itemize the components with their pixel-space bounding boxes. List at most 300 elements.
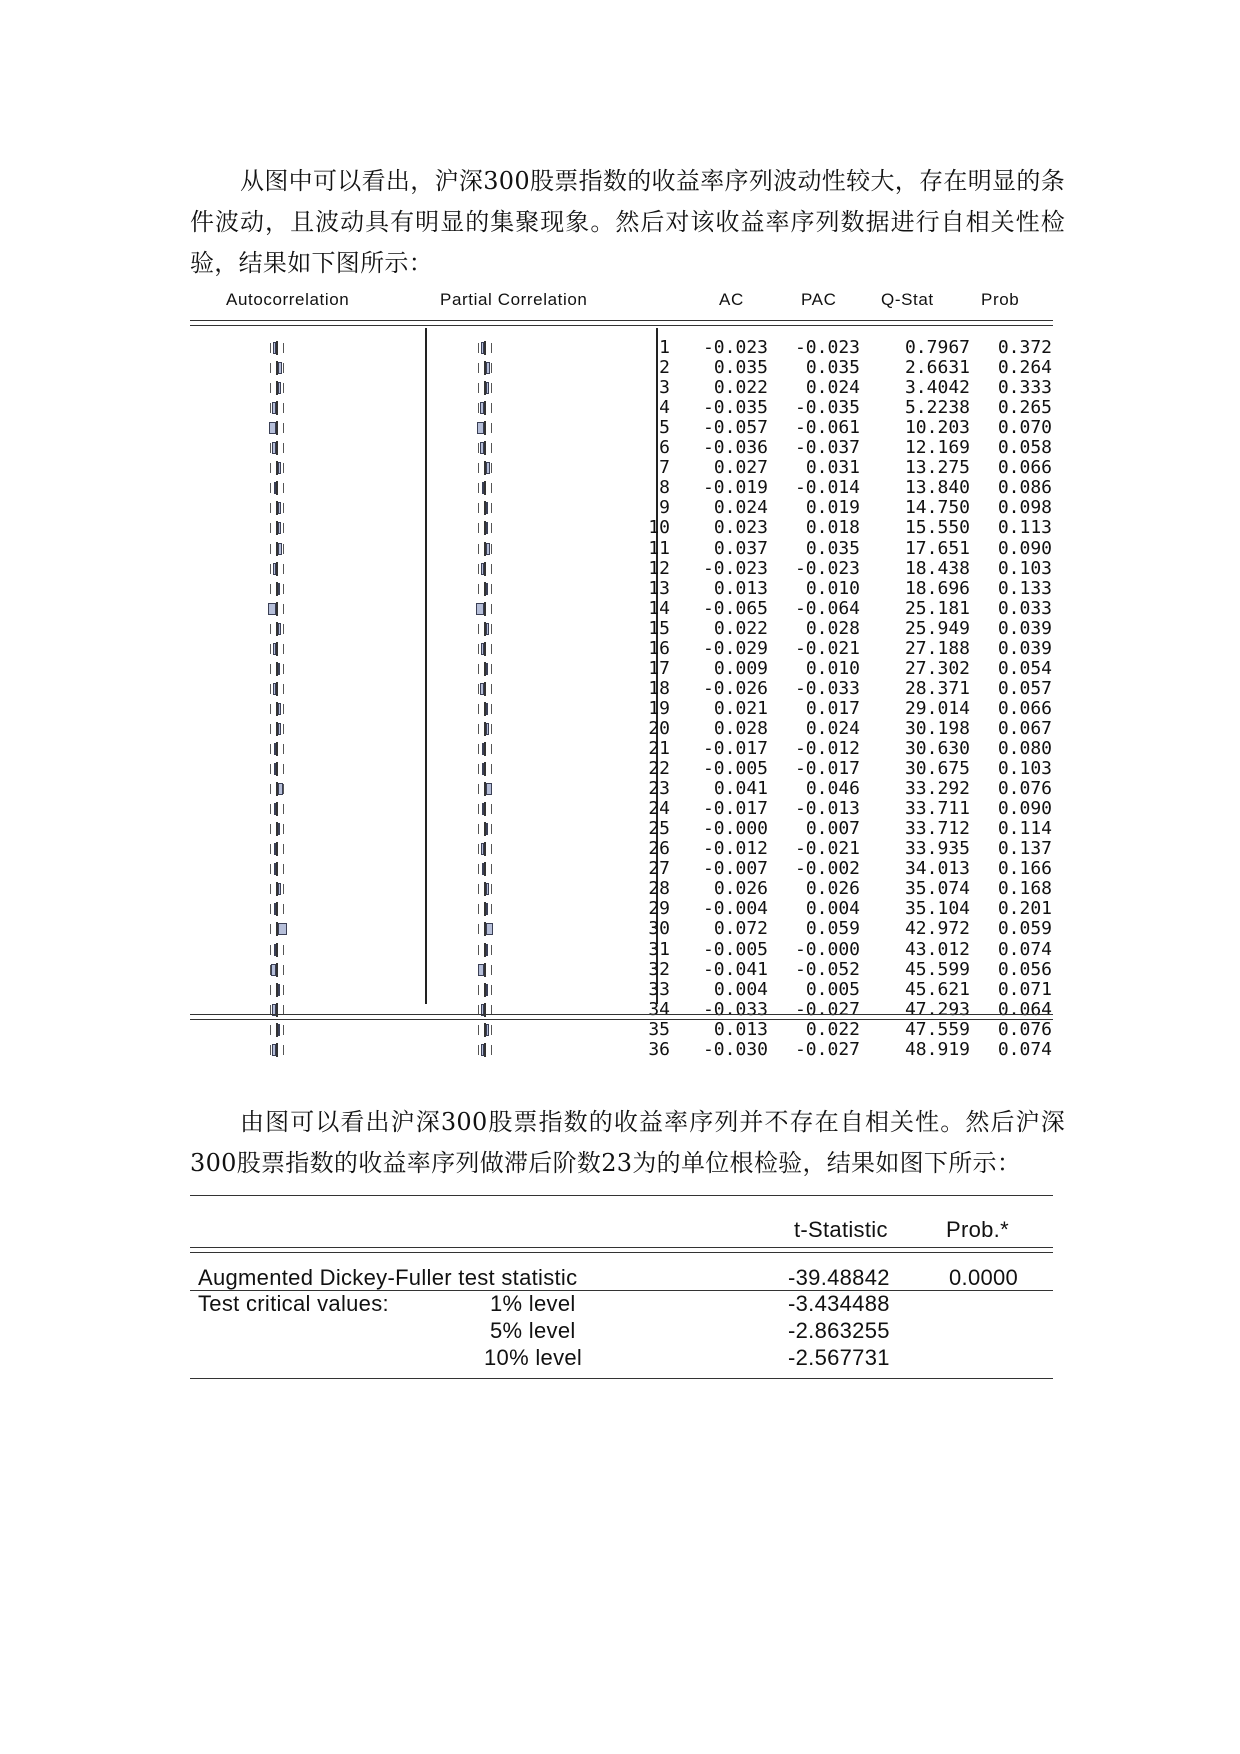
pac-bar-fill — [486, 823, 488, 835]
confidence-band-mark — [283, 383, 284, 393]
confidence-band-mark — [491, 764, 492, 774]
confidence-band-mark — [283, 904, 284, 914]
pac-value: 0.010 — [805, 577, 860, 599]
confidence-band-mark — [283, 784, 284, 794]
ac-value: 0.024 — [713, 497, 768, 519]
adf-test-table — [190, 1195, 1055, 1380]
bottom-rule-2 — [190, 1019, 1053, 1020]
prob-value: 0.076 — [997, 778, 1052, 800]
bottom-rule-1 — [190, 1014, 1053, 1015]
pac-bar-fill — [486, 362, 490, 374]
pac-value: 0.022 — [805, 1018, 860, 1040]
prob-value: 0.070 — [997, 417, 1052, 439]
qstat-value: 17.651 — [904, 537, 970, 559]
bar-axis — [276, 562, 278, 576]
qstat-value: 43.012 — [904, 938, 970, 960]
prob-value: 0.086 — [997, 477, 1052, 499]
lag-value: 2 — [659, 357, 670, 379]
critical-level-5: 5% level — [490, 1318, 576, 1343]
ac-bar-fill — [272, 1044, 276, 1056]
lag-value: 7 — [659, 457, 670, 479]
confidence-band-mark — [270, 824, 271, 834]
confidence-band-mark — [283, 403, 284, 413]
correlogram-row — [190, 940, 1055, 960]
correlogram-row — [190, 639, 1055, 659]
confidence-band-mark — [478, 544, 479, 554]
correlogram-row — [190, 559, 1055, 579]
correlogram-row — [190, 338, 1055, 358]
qstat-value: 34.013 — [904, 858, 970, 880]
correlogram-row — [190, 498, 1055, 518]
correlogram-row — [190, 960, 1055, 980]
confidence-band-mark — [270, 564, 271, 574]
confidence-band-mark — [270, 744, 271, 754]
qstat-value: 45.599 — [904, 958, 970, 980]
lag-value: 16 — [648, 637, 670, 659]
qstat-value: 30.198 — [904, 717, 970, 739]
qstat-value: 12.169 — [904, 437, 970, 459]
confidence-band-mark — [491, 544, 492, 554]
lag-value: 3 — [659, 377, 670, 399]
bar-axis — [276, 481, 278, 495]
ac-value: -0.012 — [702, 838, 768, 860]
pac-value: 0.031 — [805, 457, 860, 479]
ac-value: -0.000 — [702, 818, 768, 840]
prob-value: 0.033 — [997, 597, 1052, 619]
confidence-band-mark — [283, 1025, 284, 1035]
confidence-band-mark — [478, 483, 479, 493]
confidence-band-mark — [283, 544, 284, 554]
ac-bar-fill — [278, 984, 280, 996]
bar-axis — [484, 802, 486, 816]
confidence-band-mark — [478, 724, 479, 734]
pac-value: -0.037 — [794, 437, 860, 459]
confidence-band-mark — [491, 483, 492, 493]
confidence-band-mark — [270, 884, 271, 894]
pac-bar-fill — [480, 442, 484, 454]
correlogram-row — [190, 599, 1055, 619]
correlogram-row — [190, 779, 1055, 799]
confidence-band-mark — [478, 764, 479, 774]
ac-bar-fill — [278, 522, 281, 534]
pac-bar-fill — [481, 643, 484, 655]
pac-value: 0.024 — [805, 717, 860, 739]
prob-value: 0.058 — [997, 437, 1052, 459]
pac-bar-fill — [481, 342, 484, 354]
confidence-band-mark — [478, 584, 479, 594]
adf-header-tstat: t-Statistic — [794, 1217, 888, 1242]
confidence-band-mark — [270, 383, 271, 393]
prob-value: 0.039 — [997, 637, 1052, 659]
confidence-band-mark — [270, 363, 271, 373]
pac-bar-fill — [486, 663, 488, 675]
pac-bar-fill — [480, 402, 484, 414]
lag-value: 21 — [648, 738, 670, 759]
confidence-band-mark — [270, 985, 271, 995]
correlogram-row — [190, 358, 1055, 378]
bar-axis — [276, 682, 278, 696]
confidence-band-mark — [283, 523, 284, 533]
lag-value: 8 — [659, 477, 670, 499]
confidence-band-mark — [491, 363, 492, 373]
confidence-band-mark — [491, 403, 492, 413]
pac-bar-fill — [486, 623, 489, 635]
confidence-band-mark — [270, 1025, 271, 1035]
pac-value: 0.007 — [805, 818, 860, 840]
correlogram-row — [190, 378, 1055, 398]
pac-value: 0.028 — [805, 617, 860, 639]
lag-value: 25 — [648, 818, 670, 840]
confidence-band-mark — [270, 864, 271, 874]
ac-bar-fill — [272, 442, 276, 454]
qstat-value: 0.7967 — [904, 337, 970, 358]
bar-axis — [276, 421, 278, 435]
prob-value: 0.064 — [997, 998, 1052, 1020]
ac-bar-fill — [278, 382, 281, 394]
confidence-band-mark — [491, 864, 492, 874]
ac-bar-fill — [278, 362, 282, 374]
lag-value: 20 — [648, 717, 670, 739]
pac-value: -0.000 — [794, 938, 860, 960]
ac-bar-fill — [278, 823, 280, 835]
qstat-value: 48.919 — [904, 1038, 970, 1060]
ac-value: -0.026 — [702, 677, 768, 699]
confidence-band-mark — [270, 483, 271, 493]
qstat-value: 33.712 — [904, 818, 970, 840]
confidence-band-mark — [283, 965, 284, 975]
ac-bar-fill — [278, 663, 280, 675]
ac-value: -0.036 — [702, 437, 768, 459]
ac-value: 0.028 — [713, 717, 768, 739]
ac-bar-fill — [274, 944, 276, 956]
confidence-band-mark — [270, 503, 271, 513]
ac-bar-fill — [278, 1024, 280, 1036]
header-prob: Prob — [981, 290, 1020, 309]
correlogram-table — [190, 290, 1055, 1070]
pac-bar-fill — [478, 964, 484, 976]
qstat-value: 25.949 — [904, 617, 970, 639]
critical-value-10: -2.567731 — [788, 1345, 890, 1370]
ac-value: 0.072 — [713, 918, 768, 940]
pac-bar-fill — [482, 803, 484, 815]
confidence-band-mark — [491, 423, 492, 433]
confidence-band-mark — [478, 1045, 479, 1055]
confidence-band-mark — [491, 523, 492, 533]
qstat-value: 28.371 — [904, 677, 970, 699]
ac-value: 0.041 — [713, 778, 768, 800]
pac-value: -0.027 — [794, 1038, 860, 1060]
bar-axis — [276, 441, 278, 455]
adf-header-prob: Prob.* — [946, 1217, 1009, 1242]
adf-header-rule-1 — [190, 1247, 1053, 1248]
confidence-band-mark — [491, 884, 492, 894]
pac-value: 0.046 — [805, 778, 860, 800]
prob-value: 0.054 — [997, 657, 1052, 679]
critical-level-10: 10% level — [484, 1345, 583, 1370]
ac-value: 0.013 — [713, 577, 768, 599]
ac-bar-fill — [278, 783, 283, 795]
ac-value: -0.007 — [702, 858, 768, 880]
lag-value: 29 — [648, 898, 670, 920]
pac-bar-fill — [482, 763, 484, 775]
correlogram-row — [190, 1040, 1055, 1060]
confidence-band-mark — [491, 824, 492, 834]
pac-bar-fill — [486, 723, 489, 735]
confidence-band-mark — [478, 503, 479, 513]
confidence-band-mark — [270, 704, 271, 714]
ac-bar-fill — [278, 543, 282, 555]
confidence-band-mark — [478, 624, 479, 634]
ac-bar-fill — [274, 903, 276, 915]
correlogram-row — [190, 719, 1055, 739]
confidence-band-mark — [283, 1045, 284, 1055]
ac-bar-fill — [273, 683, 276, 695]
pac-value: -0.021 — [794, 637, 860, 659]
confidence-band-mark — [270, 544, 271, 554]
confidence-band-mark — [283, 704, 284, 714]
correlogram-row — [190, 518, 1055, 538]
prob-value: 0.333 — [997, 377, 1052, 399]
qstat-value: 29.014 — [904, 697, 970, 719]
bar-axis — [484, 441, 486, 455]
pac-value: -0.021 — [794, 838, 860, 860]
lag-value: 28 — [648, 878, 670, 900]
correlogram-row — [190, 619, 1055, 639]
pac-bar-fill — [486, 543, 490, 555]
prob-value: 0.098 — [997, 497, 1052, 519]
ac-value: -0.005 — [702, 758, 768, 780]
ac-bar-fill — [278, 883, 281, 895]
ac-bar-fill — [278, 923, 287, 935]
pac-bar-fill — [486, 583, 488, 595]
ac-bar-fill — [278, 723, 281, 735]
confidence-band-mark — [491, 985, 492, 995]
confidence-band-mark — [491, 684, 492, 694]
bar-axis — [276, 862, 278, 876]
confidence-band-mark — [270, 904, 271, 914]
lag-value: 34 — [648, 998, 670, 1020]
qstat-value: 47.293 — [904, 998, 970, 1020]
lag-value: 30 — [648, 918, 670, 940]
confidence-band-mark — [270, 844, 271, 854]
bar-axis — [276, 341, 278, 355]
confidence-band-mark — [270, 764, 271, 774]
confidence-band-mark — [283, 483, 284, 493]
lag-value: 19 — [648, 697, 670, 719]
ac-value: 0.022 — [713, 617, 768, 639]
confidence-band-mark — [270, 463, 271, 473]
header-partial-correlation: Partial Correlation — [440, 290, 588, 309]
pac-bar-fill — [482, 482, 484, 494]
confidence-band-mark — [270, 644, 271, 654]
ac-value: 0.004 — [713, 978, 768, 1000]
adf-bottom-rule — [190, 1378, 1053, 1379]
qstat-value: 27.188 — [904, 637, 970, 659]
pac-value: 0.004 — [805, 898, 860, 920]
qstat-value: 33.935 — [904, 838, 970, 860]
pac-value: -0.061 — [794, 417, 860, 439]
confidence-band-mark — [478, 383, 479, 393]
correlogram-row — [190, 458, 1055, 478]
confidence-band-mark — [491, 624, 492, 634]
confidence-band-mark — [491, 844, 492, 854]
ac-value: 0.021 — [713, 697, 768, 719]
ac-value: -0.019 — [702, 477, 768, 499]
bar-axis — [484, 642, 486, 656]
bar-axis — [276, 401, 278, 415]
confidence-band-mark — [491, 584, 492, 594]
confidence-band-mark — [478, 864, 479, 874]
lag-value: 24 — [648, 798, 670, 820]
confidence-band-mark — [283, 744, 284, 754]
pac-bar-fill — [482, 743, 484, 755]
bar-axis — [484, 842, 486, 856]
pac-bar-fill — [486, 382, 489, 394]
lag-value: 11 — [648, 537, 670, 559]
bar-axis — [484, 602, 486, 616]
ac-bar-fill — [269, 422, 276, 434]
lag-value: 9 — [659, 497, 670, 519]
prob-value: 0.074 — [997, 1038, 1052, 1060]
lag-value: 14 — [648, 597, 670, 619]
confidence-band-mark — [491, 704, 492, 714]
pac-bar-fill — [486, 1024, 489, 1036]
lag-value: 4 — [659, 397, 670, 419]
correlogram-row — [190, 679, 1055, 699]
adf-row-label: Augmented Dickey-Fuller test statistic — [198, 1265, 578, 1290]
qstat-value: 18.438 — [904, 557, 970, 579]
confidence-band-mark — [283, 564, 284, 574]
ac-value: -0.017 — [702, 738, 768, 759]
confidence-band-mark — [478, 784, 479, 794]
qstat-value: 13.275 — [904, 457, 970, 479]
bar-axis — [276, 802, 278, 816]
qstat-value: 15.550 — [904, 517, 970, 539]
adf-header-rule-2 — [190, 1252, 1053, 1253]
confidence-band-mark — [478, 744, 479, 754]
confidence-band-mark — [270, 945, 271, 955]
qstat-value: 10.203 — [904, 417, 970, 439]
correlogram-row — [190, 1020, 1055, 1040]
ac-value: 0.009 — [713, 657, 768, 679]
bar-axis — [484, 1043, 486, 1057]
lag-value: 33 — [648, 978, 670, 1000]
confidence-band-mark — [491, 463, 492, 473]
ac-bar-fill — [274, 763, 276, 775]
confidence-band-mark — [491, 343, 492, 353]
result-text: 由图可以看出沪深300股票指数的收益率序列并不存在自相关性。然后沪深300股票指数的收益率序列做滞后阶数23为的单位根检验，结果如图下所示： — [190, 1108, 1065, 1177]
bar-axis — [276, 902, 278, 916]
confidence-band-mark — [491, 744, 492, 754]
qstat-value: 33.292 — [904, 778, 970, 800]
prob-value: 0.103 — [997, 758, 1052, 780]
confidence-band-mark — [478, 523, 479, 533]
header-ac: AC — [719, 290, 744, 309]
confidence-band-mark — [283, 644, 284, 654]
bar-axis — [276, 943, 278, 957]
ac-bar-fill — [274, 743, 276, 755]
adf-top-rule — [190, 1195, 1053, 1196]
prob-value: 0.059 — [997, 918, 1052, 940]
lag-value: 5 — [659, 417, 670, 439]
pac-bar-fill — [486, 923, 493, 935]
lag-value: 35 — [648, 1018, 670, 1040]
bar-axis — [484, 401, 486, 415]
confidence-band-mark — [283, 684, 284, 694]
prob-value: 0.090 — [997, 537, 1052, 559]
ac-value: -0.033 — [702, 998, 768, 1020]
pac-bar-fill — [486, 462, 490, 474]
qstat-value: 13.840 — [904, 477, 970, 499]
prob-value: 0.074 — [997, 938, 1052, 960]
confidence-band-mark — [478, 884, 479, 894]
adf-row-prob: 0.0000 — [949, 1265, 1019, 1290]
prob-value: 0.039 — [997, 617, 1052, 639]
confidence-band-mark — [283, 664, 284, 674]
confidence-band-mark — [270, 1045, 271, 1055]
confidence-band-mark — [478, 804, 479, 814]
header-qstat: Q-Stat — [881, 290, 934, 309]
ac-bar-fill — [273, 342, 276, 354]
prob-value: 0.080 — [997, 738, 1052, 759]
confidence-band-mark — [478, 644, 479, 654]
prob-value: 0.076 — [997, 1018, 1052, 1040]
confidence-band-mark — [283, 423, 284, 433]
pac-bar-fill — [476, 603, 484, 615]
ac-bar-fill — [272, 402, 276, 414]
pac-value: -0.002 — [794, 858, 860, 880]
qstat-value: 27.302 — [904, 657, 970, 679]
pac-value: -0.035 — [794, 397, 860, 419]
pac-bar-fill — [477, 422, 484, 434]
pac-value: -0.023 — [794, 337, 860, 358]
ac-bar-fill — [278, 623, 281, 635]
ac-bar-fill — [278, 703, 281, 715]
ac-value: -0.065 — [702, 597, 768, 619]
confidence-band-mark — [491, 564, 492, 574]
confidence-band-mark — [491, 503, 492, 513]
lag-value: 10 — [648, 517, 670, 539]
confidence-band-mark — [283, 724, 284, 734]
qstat-value: 5.2238 — [904, 397, 970, 419]
confidence-band-mark — [491, 644, 492, 654]
confidence-band-mark — [283, 584, 284, 594]
top-rule-2 — [190, 325, 1053, 326]
ac-value: 0.022 — [713, 377, 768, 399]
prob-value: 0.264 — [997, 357, 1052, 379]
correlogram-row — [190, 478, 1055, 498]
critical-value-1: -3.434488 — [788, 1291, 890, 1316]
confidence-band-mark — [491, 664, 492, 674]
lag-value: 27 — [648, 858, 670, 880]
confidence-band-mark — [283, 443, 284, 453]
pac-value: 0.005 — [805, 978, 860, 1000]
intro-text: 从图中可以看出，沪深300股票指数的收益率序列波动性较大，存在明显的条件波动，且波动具有明显的集聚现象。然后对该收益率序列数据进行自相关性检验，结果如下图所示： — [190, 167, 1065, 277]
pac-bar-fill — [486, 703, 488, 715]
pac-value: 0.010 — [805, 657, 860, 679]
confidence-band-mark — [270, 664, 271, 674]
confidence-band-mark — [283, 824, 284, 834]
pac-bar-fill — [486, 883, 489, 895]
ac-bar-fill — [274, 843, 276, 855]
lag-value: 36 — [648, 1038, 670, 1060]
lag-value: 12 — [648, 557, 670, 579]
qstat-value: 30.630 — [904, 738, 970, 759]
ac-bar-fill — [278, 502, 281, 514]
pac-bar-fill — [486, 944, 488, 956]
confidence-band-mark — [283, 343, 284, 353]
pac-value: 0.026 — [805, 878, 860, 900]
